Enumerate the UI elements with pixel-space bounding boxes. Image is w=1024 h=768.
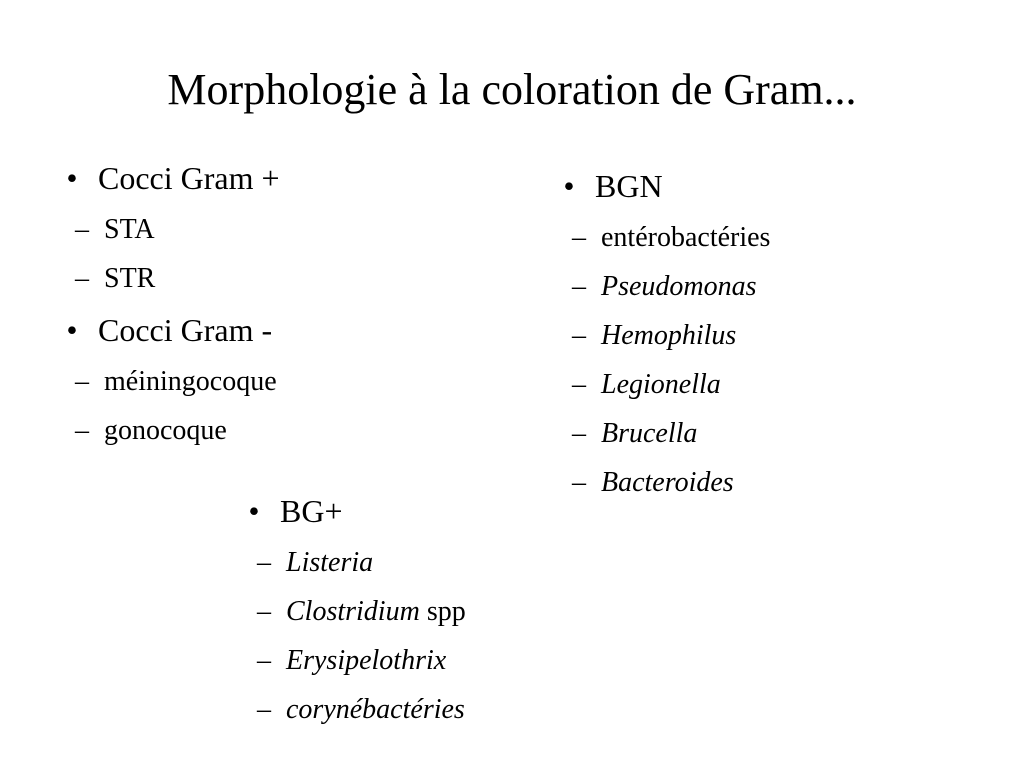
bullet-heading-text: BG+ [280,493,343,529]
dash-marker: – [257,694,271,725]
dash-marker: – [572,320,586,351]
bullet-group-cocci-gram-minus [58,310,280,448]
sub-item [240,644,466,678]
sub-item-text: Pseudomonas [601,271,757,302]
sub-item-text: Listeria [286,547,374,578]
sub-list [240,546,466,727]
dash-marker: – [75,263,89,294]
bullet-heading [58,158,280,198]
dash-marker: – [75,214,89,245]
sub-item-text: entérobactéries [601,222,771,253]
sub-item [240,693,466,727]
dash-marker: – [572,467,586,498]
bullet-dot: • [248,493,260,529]
center-bullet-block [240,491,466,727]
sub-item [555,368,770,402]
sub-item [555,270,770,304]
sub-item [240,546,466,580]
sub-item-suffix: spp [419,596,466,627]
sub-item [555,466,770,500]
bullet-heading-text: Cocci Gram - [98,312,273,348]
dash-marker: – [257,645,271,676]
sub-item-text: STA [104,214,155,245]
slide-title: Morphologie à la coloration de Gram... [167,65,857,114]
dash-marker: – [572,222,586,253]
dash-marker: – [257,547,271,578]
bullet-dot: • [563,168,575,204]
sub-item [58,262,280,296]
dash-marker: – [75,415,89,446]
bullet-heading [555,166,770,206]
sub-item [58,213,280,247]
sub-item [555,319,770,353]
sub-item [240,595,466,629]
bullet-heading [240,491,466,531]
dash-marker: – [75,366,89,397]
sub-list [58,213,280,296]
sub-item [58,414,280,448]
dash-marker: – [572,271,586,302]
bullet-heading-text: Cocci Gram + [98,160,280,196]
bullet-dot: • [66,312,78,348]
sub-item-text: Legionella [601,369,721,400]
sub-list [58,365,280,448]
dash-marker: – [257,596,271,627]
dash-marker: – [572,418,586,449]
sub-list [555,221,770,500]
bullet-group-cocci-gram-plus [58,158,280,296]
bullet-heading-text: BGN [595,168,663,204]
sub-item-text: Hemophilus [601,320,737,351]
sub-item-text: Brucella [601,418,698,449]
bullet-group-bg-plus [240,491,466,727]
sub-item [555,417,770,451]
sub-item-text: corynébactéries [286,694,465,725]
sub-item-text: gonocoque [104,415,227,446]
sub-item-text: Clostridium [286,596,420,627]
sub-item-text: Bacteroides [601,467,734,498]
left-bullet-block [58,158,280,448]
sub-item [58,365,280,399]
sub-item-text: Erysipelothrix [286,645,447,676]
sub-item [555,221,770,255]
dash-marker: – [572,369,586,400]
right-bullet-block [555,166,770,500]
bullet-dot: • [66,160,78,196]
bullet-heading [58,310,280,350]
sub-item-text: STR [104,263,156,294]
bullet-group-bgn [555,166,770,500]
sub-item-text: méiningocoque [104,366,277,397]
